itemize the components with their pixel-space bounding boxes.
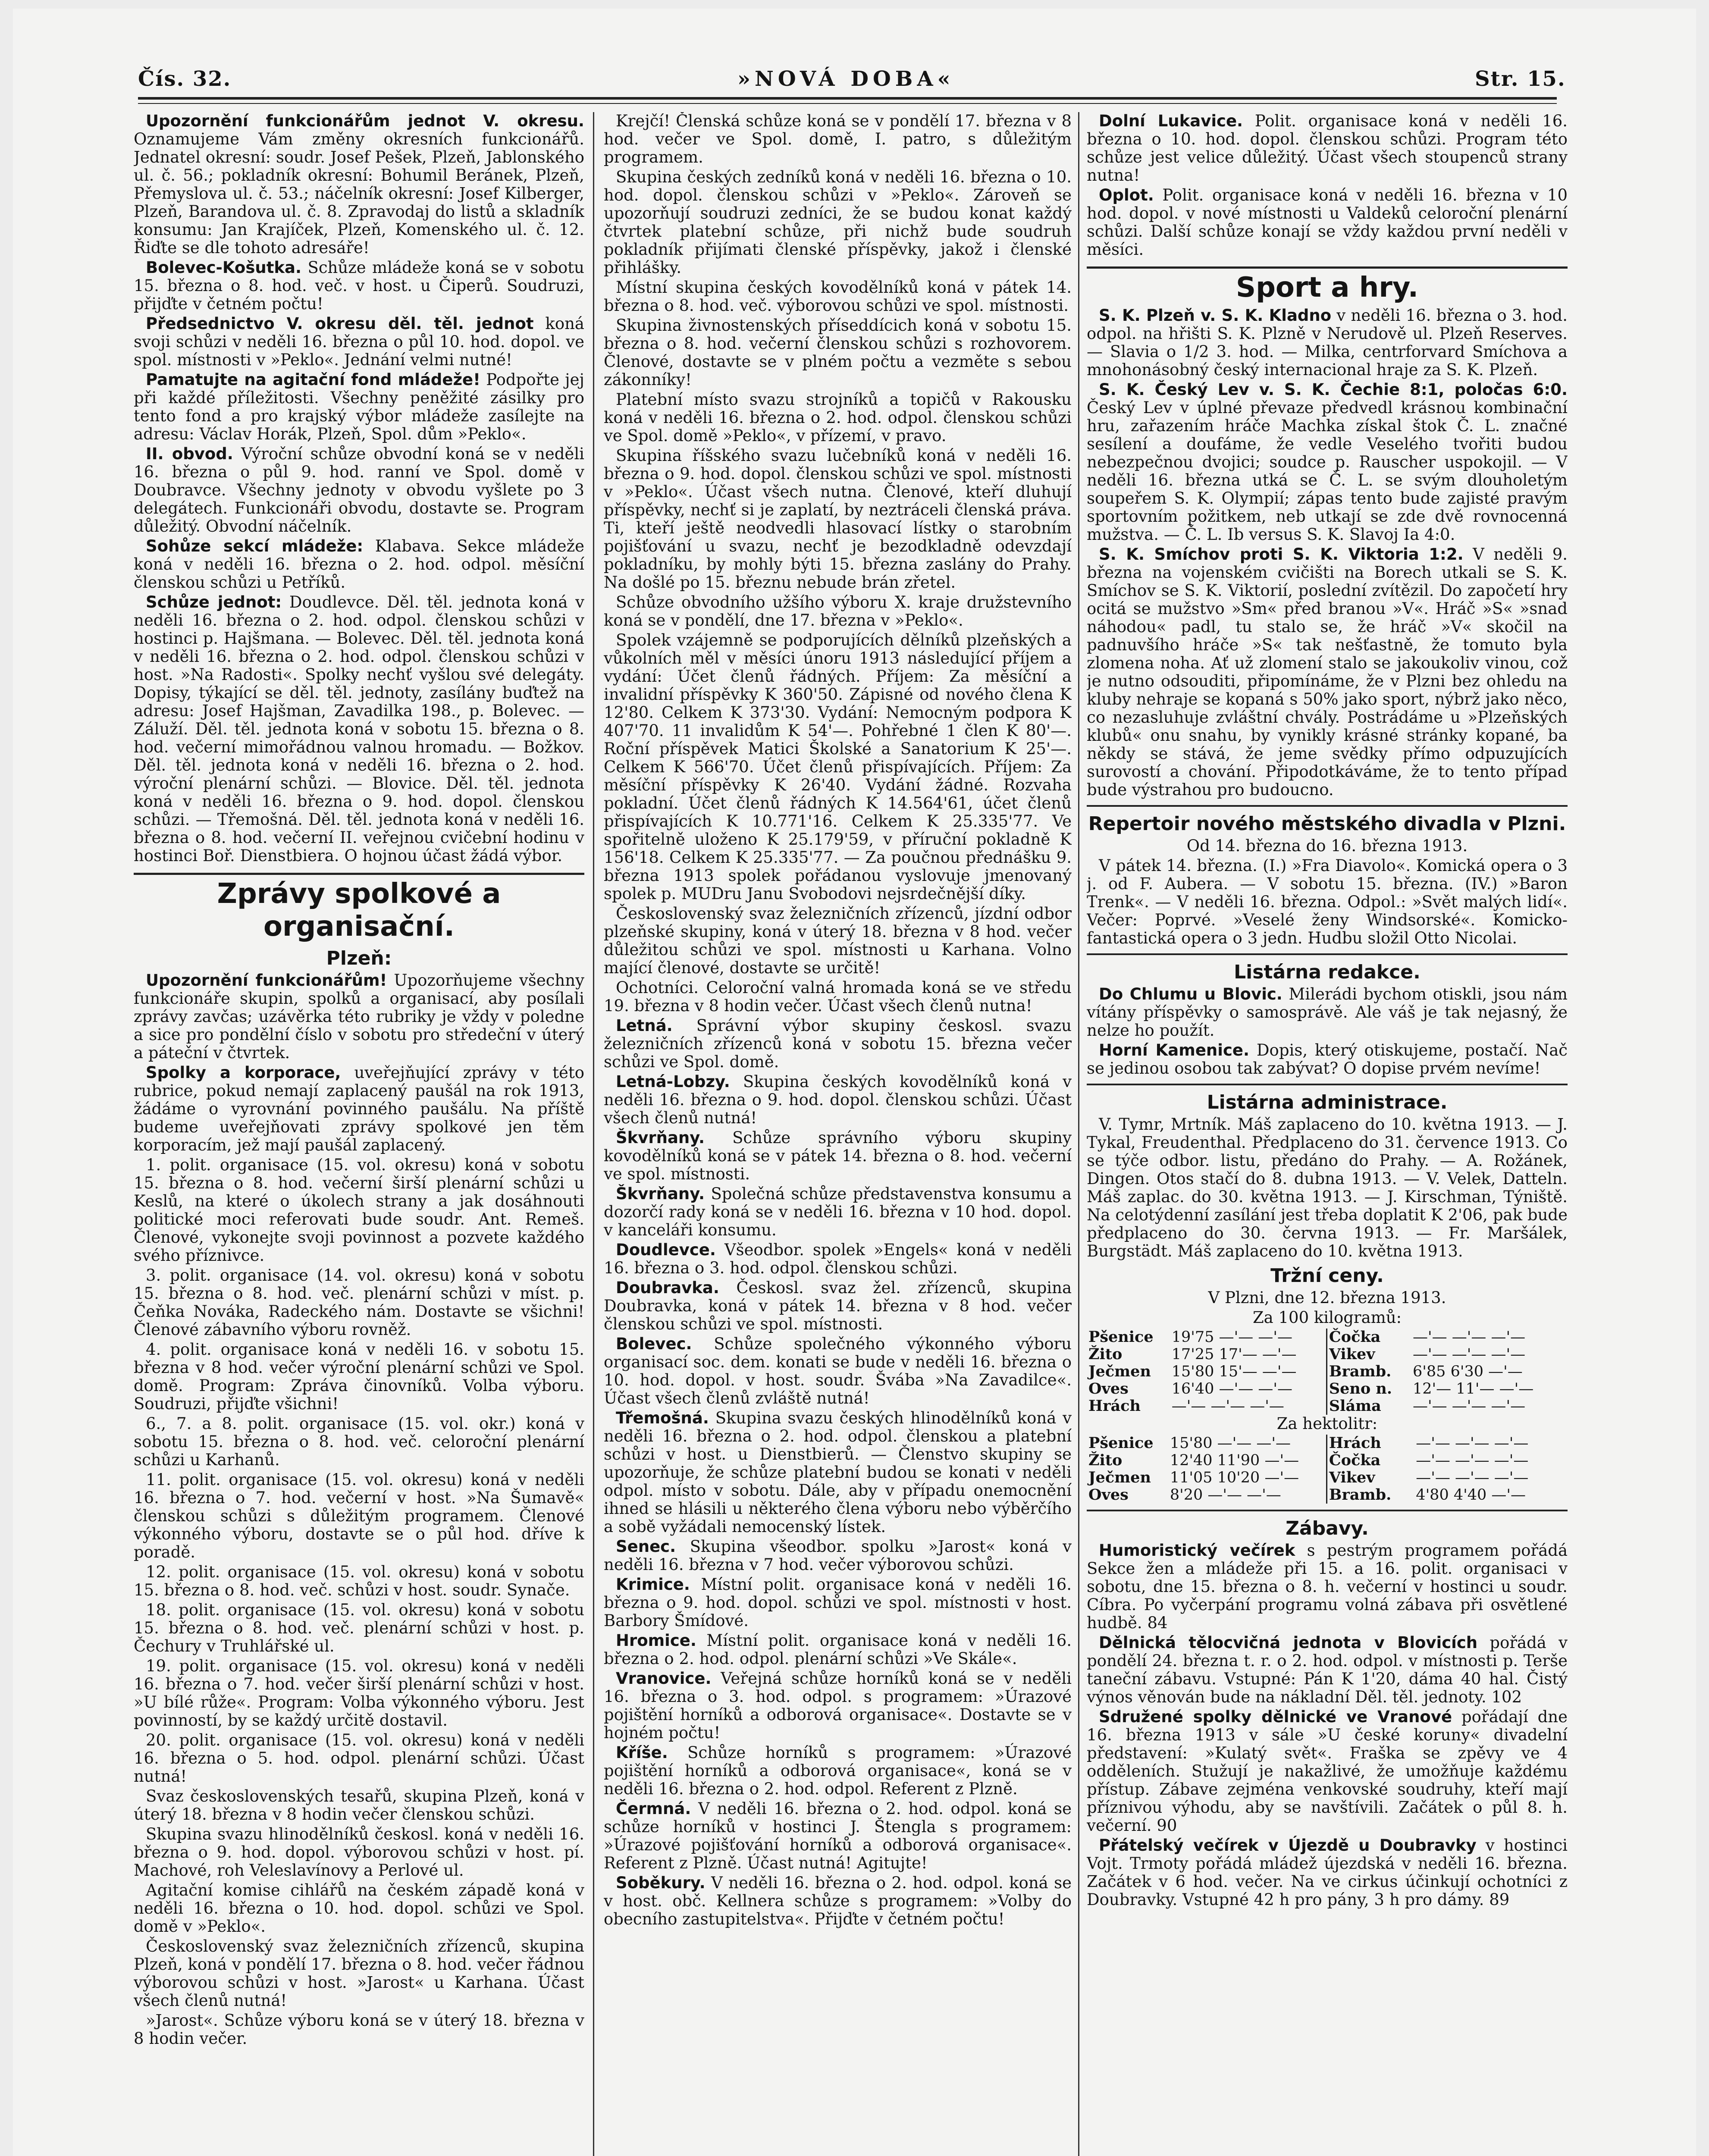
- notice-text: v hostinci Vojt. Trmoty pořádá mládež újezdská v neděli 16. března. Začátek v 6 hod. večer. Na ve cirkus účinkují ochotníci z Doubravky. Vstupné 42 h pro pány, 3 h pro dámy. 89: [1087, 1836, 1568, 1909]
- notice-paragraph: [134, 259, 584, 313]
- notice-paragraph: [1087, 307, 1568, 379]
- notice-text: 3. polit. organisace (14. vol. okresu) koná v sobotu 15. března o 8. hod. več. plenární schůzi v míst. p. Čeňka Nováka, Radeckého nám. Dostavte se všichni! Členové zábavního výboru rovněž.: [134, 1266, 584, 1339]
- notice-text: koná svoji schůzi v neděli 16. března o půl 10. hod. dopol. ve spol. místnosti v »Peklo«. Jednání velmi nutné!: [134, 314, 584, 369]
- page-number: Str. 15.: [1475, 67, 1566, 91]
- notice-paragraph: [604, 979, 1072, 1015]
- notice-paragraph: [134, 593, 584, 865]
- notice-lead: Sdružené spolky dělnické ve Vranové: [1099, 1708, 1452, 1726]
- notice-text: Místní polit. organisace koná v neděli 16. března o 2. hod. odpol. plenární schůzi »Ve Skále«.: [604, 1631, 1072, 1668]
- notice-text: pořádají dne 16. března 1913 v sále »U české koruny« divadelní představení: »Kulatý svět«. Fraška se zpěvy ve 4 odděleních. Stužují je nakažlivé, že umožňuje každému přístup. Zábave zejména venkovské soudruhy, kteří mají příznivou výhodu, aby se navštívili. Začátek o půl 8. h. večerní. 90: [1087, 1708, 1568, 1835]
- column-divider: [593, 112, 594, 2156]
- notice-paragraph: [134, 445, 584, 536]
- notice-text: Společná schůze představenstva konsumu a dozorčí rady koná se v neděli 16. března v 10 hod. dopol. v kanceláři konsumu.: [604, 1185, 1072, 1239]
- subsection-title-plzen: Plzeň:: [326, 947, 392, 969]
- notice-lead: Senec.: [616, 1537, 676, 1556]
- column-divider: [1078, 112, 1079, 2156]
- notice-paragraph: [134, 1657, 584, 1730]
- notice-paragraph: [1087, 112, 1568, 185]
- commodity-price: 4'80 4'40 —'—: [1416, 1486, 1526, 1504]
- prices-unit-hl: Za hektolitr:: [1276, 1414, 1378, 1433]
- notice-lead: Škvrňany.: [616, 1185, 705, 1203]
- price-row: [1087, 1346, 1326, 1363]
- commodity-name: Oves: [1088, 1486, 1129, 1504]
- commodity-price: —'— —'— —'—: [1413, 1329, 1526, 1346]
- notice-text: Místní skupina českých kovodělníků koná v pátek 14. března o 8. hod. več. výborovou schůzi ve spol. místnosti.: [604, 278, 1072, 315]
- notice-text: Milerádi bychom otiskli, jsou nám vítány příspěvky o samosprávě. Ale váš je tak nejasný, že nelze ho použít.: [1087, 985, 1568, 1040]
- price-table-right: [1327, 1435, 1568, 1504]
- notice-paragraph: [604, 1241, 1072, 1277]
- notice-text: 20. polit. organisace (15. vol. okresu) koná v neděli 16. března o 5. hod. odpol. plenární schůzi. Účast nutná!: [134, 1731, 584, 1786]
- notice-text: Polit. organisace koná v neděli 16. března o 10. hod. dopol. členskou schůzi. Program této schůze jest velice důležitý. Účast všech stoupenců strany nutna!: [1087, 112, 1568, 185]
- notice-paragraph: [604, 1744, 1072, 1798]
- notice-text: Oznamujeme Vám změny okresních funkcionářů. Jednatel okresní: soudr. Josef Pešek, Plzeň, Jablonského ul. č. 56.; pokladník okresní: Bohumil Beránek, Plzeň, Přemyslova ul. č. 53.; náčelník okresní: Josef Kilberger, Plzeň, Barandova ul. č. 8. Zpravodaj do listů a skladník konsumu: Jan Krajíček, Plzeň, Komenského ul. č. 12. Řiďte se dle tohoto adresáře!: [134, 130, 584, 257]
- section-title-listarna-redakce: Listárna redakce.: [1234, 961, 1421, 983]
- notice-text: 1. polit. organisace (15. vol. okresu) koná v sobotu 15. března o 8. hod. večerní širší plenární schůzi u Keslů, na které o úkolech strany a jak dosáhnouti politické moci referovati bude soudr. Ant. Remeš. Členové, vykonejte svoji povinnost a pozvete každého svého příznivce.: [134, 1156, 584, 1265]
- commodity-name: Sláma: [1329, 1397, 1381, 1415]
- notice-lead: Škvrňany.: [616, 1128, 705, 1147]
- notice-paragraph: [134, 371, 584, 443]
- price-row: [1087, 1398, 1326, 1415]
- notice-text: uveřejňující zprávy v této rubrice, pokud nemají zaplacený paušál na rok 1913, žádáme o vyrovnání povinného paušálu. Na příště budeme uveřejňovati zprávy spolkové jen těm korporacím, jež mají paušál zaplacený.: [134, 1063, 584, 1154]
- divider: [1087, 1510, 1568, 1511]
- price-row: [1087, 1435, 1326, 1452]
- notice-text: V neděli 16. března o 2. hod. odpol. koná se v host. obč. Kellnera schůze s programem: »Volby do obecního zastupitelstva«. Přijďte v četném počtu!: [604, 1874, 1072, 1928]
- commodity-price: 12'40 11'90 —'—: [1170, 1452, 1299, 1469]
- notice-text: Schůze mládeže koná se v sobotu 15. března o 8. hod. več. v host. u Čiperů. Soudruzi, přijďte v četném počtu!: [134, 258, 584, 313]
- commodity-name: Bramb.: [1329, 1363, 1392, 1380]
- notice-paragraph: [1087, 1041, 1568, 1078]
- notice-text: Československý svaz železničních zřízenců, jízdní odbor plzeňské skupiny, koná v úterý 18. března v 8 hod. večer důležitou schůzi ve spol. místnosti u Karhana. Volno mající členové, dostavte se určitě!: [604, 904, 1072, 977]
- commodity-price: —'— —'— —'—: [1416, 1469, 1529, 1486]
- notice-text: Agitační komise cihlářů na českém západě koná v neděli 16. března o 10. hod. dopol. schůzi ve Spol. domě v »Peklo«.: [134, 1881, 584, 1936]
- column-1: [134, 112, 584, 2156]
- commodity-price: 16'40 —'— —'—: [1171, 1380, 1292, 1398]
- section-title-listarna-administrace: Listárna administrace.: [1207, 1091, 1448, 1113]
- notice-lead: Schůze jednot:: [146, 593, 282, 611]
- commodity-price: 15'80 —'— —'—: [1170, 1435, 1291, 1452]
- notice-text: Všeodbor. spolek »Engels« koná v neděli 16. března o 3. hod. odpol. členskou schůzi.: [604, 1241, 1072, 1277]
- notice-text: Výroční schůze obvodní koná se v neděli 16. března o půl 9. hod. ranní ve Spol. domě v Doubravce. Všechny jednoty v obvodu vyšlete po 3 delegátech. Funkcionáři obvodu, dostavte se. Program důležitý. Obvodní náčelník.: [134, 445, 584, 536]
- notice-text: Spolek vzájemně se podporujících dělníků plzeňských a vůkolních měl v měsíci únoru 1913 následující příjem a vydání: Účet členů řádných. Příjem: Za měsíční a invalidní příspěvky K 360'50. Zápisné od nového člena K 12'80. Celkem K 373'30. Vydání: Nemocným podpora K 407'70. 11 invalidům K 54'—. Pohřebné 1 člen K 80'—. Roční příspěvek Matici Školské a Sanatorium K 25'—. Celkem K 566'70. Účet členů přispívajících. Příjem: Za měsíční příspěvky K 26'40. Vydání žádné. Rozvaha pokladní. Účet členů řádných K 14.564'61, účet členů přispívajících K 10.771'16. Celkem K 25.335'77. Ve spořitelně uloženo K 25.179'59, v příruční pokladně K 156'18. Celkem K 25.335'77. — Za poučnou přednášku 9. března 1913 spolek pořádanou vyslovuje jmenovaný spolek p. MUDru Janu Svobodovi nejsrdečnější díky.: [604, 631, 1072, 903]
- price-row: [1087, 1363, 1326, 1380]
- section-title-market-prices: Tržní ceny.: [1270, 1265, 1384, 1287]
- commodity-price: 12'— 11'— —'—: [1413, 1380, 1534, 1398]
- notice-paragraph: [604, 391, 1072, 445]
- notice-paragraph: [1087, 381, 1568, 544]
- commodity-price: —'— —'— —'—: [1413, 1346, 1526, 1363]
- notice-paragraph: [134, 1563, 584, 1599]
- notice-paragraph: [604, 279, 1072, 315]
- notice-lead: Předsednictvo V. okresu děl. těl. jednot: [146, 314, 534, 333]
- divider: [1087, 953, 1568, 955]
- commodity-name: Pšenice: [1088, 1328, 1154, 1346]
- notice-text: 12. polit. organisace (15. vol. okresu) koná v sobotu 15. března o 8. hod. več. schůzi v host. soudr. Synače.: [134, 1563, 584, 1599]
- notice-lead: Vranovice.: [616, 1669, 712, 1688]
- notice-text: 4. polit. organisace koná v neděli 16. v sobotu 15. března v 8 hod. večer výroční plenární schůzi ve Spol. domě. Program: Zpráva činovníků. Volba výboru. Soudruzi, přijďte všichni!: [134, 1340, 584, 1413]
- theater-dates: Od 14. března do 16. března 1913.: [1186, 837, 1468, 855]
- notice-paragraph: [604, 112, 1072, 166]
- notice-text: Českosl. svaz žel. zřízenců, skupina Doubravka, koná v pátek 14. března v 8 hod. večer členskou schůzi ve spol. místnosti.: [604, 1279, 1072, 1333]
- notice-lead: Humoristický večírek: [1099, 1541, 1295, 1560]
- col2-notices: [604, 112, 1072, 1928]
- notice-paragraph: [1087, 985, 1568, 1040]
- commodity-price: 19'75 —'— —'—: [1171, 1329, 1292, 1346]
- notice-text: 18. polit. organisace (15. vol. okresu) koná v sobotu 15. března o 8. hod. več. plenární schůzi v host. p. Čechury v Truhlářské ul.: [134, 1601, 584, 1655]
- commodity-price: 8'20 —'— —'—: [1170, 1486, 1281, 1504]
- notice-paragraph: [134, 1156, 584, 1265]
- notice-paragraph: [604, 1538, 1072, 1574]
- price-table-left: [1087, 1329, 1327, 1415]
- notice-text: Skupina svazu českých hlinodělníků koná v neděli 16. března o 2. hod. odpol. členskou a platební schůzi v host. u Dienstbierů. — Členstvo skupiny se upozorňuje, že schůze platební budou se konati v neděli odpol. místo v sobotu. Dále, aby v případu onemocnění ihned se hlásili u některého člena výboru nebo výběrčího a sobě vyžádali nemocenský lístek.: [604, 1409, 1072, 1536]
- notice-lead: S. K. Plzeň v. S. K. Kladno: [1099, 306, 1332, 325]
- notice-paragraph: [134, 2012, 584, 2048]
- commodity-name: Žito: [1088, 1345, 1123, 1363]
- notice-lead: Spolky a korporace,: [146, 1063, 341, 1082]
- column-3: [1087, 112, 1568, 2156]
- notice-paragraph: [134, 1341, 584, 1413]
- notice-paragraph: [1087, 1836, 1568, 1909]
- price-row: [1087, 1452, 1326, 1469]
- notice-lead: II. obvod.: [146, 445, 233, 463]
- col3-top-notices: [1087, 112, 1568, 259]
- commodity-price: —'— —'— —'—: [1171, 1398, 1284, 1415]
- prices-date: V Plzni, dne 12. března 1913.: [1208, 1288, 1446, 1307]
- notice-paragraph: [604, 317, 1072, 389]
- col1-notices: [134, 971, 584, 2048]
- notice-text: v neděli 16. března o 3. hod. odpol. na hřišti S. K. Plzně v Nerudově ul. Plzeň Reserves. — Slavia o 1/2 3. hod. — Milka, centrforvard Smíchova a mnohonásobný český internacional hraje za S. K. Plzeň.: [1087, 306, 1568, 379]
- notice-text: Ochotníci. Celoroční valná hromada koná se ve středu 19. března v 8 hodin večer. Účast všech členů nutna!: [604, 978, 1072, 1015]
- divider: [1087, 1084, 1568, 1085]
- notice-text: Schůze společného výkonného výboru organisací soc. dem. konati se bude v neděli 16. března o 10. hod. dopol. v host. soudr. Švába »Na Zavadilce«. Účast všech členů zvláště nutná!: [604, 1335, 1072, 1407]
- commodity-name: Vikev: [1329, 1345, 1375, 1363]
- notice-text: pořádá v pondělí 24. března t. r. o 2. hod. odpol. v místnosti p. Terše taneční zábavu. Vstupné: Pán K 1'20, dáma 40 hal. Čistý výnos věnován bude na nákladní Děl. těl. jednoty. 102: [1087, 1633, 1568, 1706]
- notice-lead: Bolevec.: [616, 1335, 692, 1353]
- notice-text: Veřejná schůze horníků koná se v neděli 16. března o 3. hod. odpol. s programem: »Úrazové pojištění horníků a odborová organisace«. Dostavte se v hojném počtu!: [604, 1669, 1072, 1742]
- notice-lead: S. K. Český Lev v. S. K. Čechie 8:1, poločas 6:0.: [1099, 380, 1568, 399]
- notice-text: Dopis, který otiskujeme, postačí. Nač se jedinou osobou tak zabývat? O dopise prvém nevíme!: [1087, 1041, 1568, 1078]
- notice-text: »Jarost«. Schůze výboru koná se v úterý 18. března v 8 hodin večer.: [134, 2011, 584, 2048]
- notice-paragraph: [134, 1064, 584, 1154]
- notice-paragraph: [134, 1937, 584, 2010]
- price-table-hl: [1087, 1435, 1568, 1504]
- commodity-name: Hrách: [1329, 1434, 1381, 1452]
- notice-text: Podpořte jej při každé příležitosti. Všechny peněžité zásilky pro tento fond a pro krajský výbor mládeže zasílejte na adresu: Václav Horák, Plzeň, Spol. dům »Peklo«.: [134, 370, 584, 443]
- commodity-name: Čočka: [1329, 1328, 1381, 1346]
- notice-lead: Dolní Lukavice.: [1099, 112, 1243, 130]
- notice-text: 19. polit. organisace (15. vol. okresu) koná v neděli 16. března o 7. hod. večer širší plenární schůzi v host. »U bílé růže«. Program: Volba výkonného výboru. Jest povinností, by se každý určitě dostavil.: [134, 1657, 584, 1730]
- commodity-name: Ječmen: [1088, 1363, 1151, 1380]
- commodity-name: Seno n.: [1329, 1380, 1392, 1398]
- notice-text: Doudlevce. Děl. těl. jednota koná v neděli 16. března o 2. hod. odpol. členskou schůzi v hostinci p. Hajšmana. — Bolevec. Děl. těl. jednota koná v neděli 16. března o 2. hod. odpol. členskou schůzi v host. »Na Radosti«. Spolky nechť vyšlou své delegáty. Dopisy, týkající se děl. těl. jednoty, zasílány buďtež na adresu: Josef Hajšman, Zavadilka 198., p. Bolevec. — Záluží. Děl. těl. jednota koná v sobotu 15. března o 8. hod. večerní mimořádnou valnou hromadu. — Božkov. Děl. těl. jednota koná v neděli 16. března o 2. hod. výroční plenární schůzi. — Blovice. Děl. těl. jednota koná v neděli 16. března o 9. hod. dopol. členskou schůzi. — Třemošná. Děl. těl. jednota koná v neděli 16. března o 8. hod. večerní II. veřejnou cvičební hodinu v hostinci Boř. Dienstbiera. O hojnou účast žádá výbor.: [134, 593, 584, 865]
- notice-paragraph: [604, 1185, 1072, 1239]
- notice-lead: S. K. Smíchov proti S. K. Viktoria 1:2.: [1099, 545, 1464, 564]
- notice-paragraph: [604, 1279, 1072, 1333]
- notice-paragraph: [604, 1129, 1072, 1183]
- notice-text: Správní výbor skupiny českosl. svazu železničních zřízenců koná v sobotu 15. března večer schůzi ve Spol. domě.: [604, 1016, 1072, 1071]
- listarna-notices: [1087, 985, 1568, 1078]
- header-rule: [138, 97, 1557, 100]
- notice-lead: Hromice.: [616, 1631, 696, 1650]
- notice-lead: Doubravka.: [616, 1279, 719, 1297]
- notice-paragraph: [1087, 1708, 1568, 1835]
- notice-lead: Horní Kamenice.: [1099, 1041, 1250, 1059]
- notice-text: Skupina živnostenských příseddícich koná v sobotu 15. března o 8. hod. večerní členskou schůzi s rozhovorem. Členové, dostavte se v plném počtu a vezměte s sebou zákonníky!: [604, 316, 1072, 389]
- notice-paragraph: [604, 905, 1072, 977]
- newspaper-page: [13, 9, 1696, 2156]
- issue-number: Čís. 32.: [138, 67, 232, 91]
- notice-paragraph: [604, 1800, 1072, 1872]
- price-row: [1327, 1380, 1568, 1398]
- notice-text: s pestrým programem pořádá Sekce žen a mládeže při 15. a 16. polit. organisaci v sobotu, dne 15. března o 8. h. večerní v hostinci u soudr. Cíbra. Po vyčerpání programu volná zábava při osvětlené hudbě. 84: [1087, 1541, 1568, 1632]
- commodity-price: 17'25 17'— —'—: [1171, 1346, 1297, 1363]
- notice-paragraph: [134, 315, 584, 369]
- notice-paragraph: [1087, 1542, 1568, 1632]
- notice-paragraph: [604, 593, 1072, 630]
- commodity-price: 11'05 10'20 —'—: [1170, 1469, 1299, 1486]
- notice-text: V neděli 9. března na vojenském cvičišti na Borech utkali se S. K. Smíchov se S. K. Viktorií, poslední zvítězil. Do započetí hry ocitá se mužstvo »Sm« před branou »V«. Hráč »S« »snad náhodou« padl, tu stalo se, že hráč »V« skočil na padnuvšího hráče »S« tak nešťastně, že tomuto byla zlomena noha. Ať už zlomení stalo se jakoukoliv vinou, což je nutno odsouditi, připomínáme, že v Plzni bez ohledu na kluby nehraje se kopaná s 50% jako sport, nýbrž jako něco, co nezasluhuje zvláštní chvály. Postrádáme u »Plzeňských klubů« onu snahu, by vynikly krásné stránky kopané, ba někdy se stává, že jeme svědky přímo odpuzujících surovostí a chování. Připodotkáváme, že to tento případ bude výstrahou pro budoucno.: [1087, 545, 1568, 799]
- notice-text: Místní polit. organisace koná v neděli 16. března o 9. hod. dopol. schůzi ve spol. místnosti v host. Barbory Šmídové.: [604, 1575, 1072, 1630]
- notice-text: Československý svaz železničních zřízenců, skupina Plzeň, koná v pondělí 17. března o 8. hod. večer řádnou výborovou schůzi v host. »Jarost« u Karhana. Účast všech členů nutná!: [134, 1937, 584, 2010]
- notice-paragraph: [604, 168, 1072, 277]
- price-row: [1327, 1469, 1568, 1486]
- price-row: [1087, 1469, 1326, 1486]
- price-table-left: [1087, 1435, 1327, 1504]
- notice-text: Platební místo svazu strojníků a topičů v Rakousku koná v neděli 16. března o 2. hod. odpol. členskou schůzi ve Spol. domě »Peklo«, v přízemí, v pravo.: [604, 390, 1072, 445]
- commodity-price: 6'85 6'30 —'—: [1413, 1363, 1523, 1380]
- notice-paragraph: [134, 971, 584, 1062]
- notice-lead: Pamatujte na agitační fond mládeže!: [146, 370, 481, 389]
- price-row: [1327, 1329, 1568, 1346]
- commodity-price: —'— —'— —'—: [1413, 1398, 1526, 1415]
- notice-text: Český Lev v úplné převaze předvedl krásnou kombinační hru, zařazením hráče Machka získal štok Č. L. značné sesílení a doufáme, že vedle Veselého tvořiti budou nebezpečnou dvojici; soudce p. Rauscher uspokojil. — V neděli 16. března utká se Č. L. se svým dlouholetým soupeřem S. K. Olympií; zápas tento bude zajisté pravým sportovním požitkem, neb utkají se zde dvě rovnocenná mužstva. — Č. L. Ib versus S. K. Slavoj Ia 4:0.: [1087, 398, 1568, 544]
- price-row: [1327, 1398, 1568, 1415]
- notice-paragraph: [134, 1415, 584, 1469]
- notice-lead: Letná.: [616, 1016, 673, 1035]
- notice-text: 6., 7. a 8. polit. organisace (15. vol. okr.) koná v sobotu 15. března o 8. hod. več. celoroční plenární schůzi u Karhanů.: [134, 1414, 584, 1469]
- section-title-spolkove: Zprávy spolkové a organisační.: [134, 873, 584, 943]
- notice-text: Klabava. Sekce mládeže koná v neděli 16. března o 2. hod. odpol. měsíční členskou schůzi u Petříků.: [134, 537, 584, 592]
- price-row: [1327, 1435, 1568, 1452]
- notice-paragraph: [134, 1266, 584, 1339]
- notice-paragraph: [604, 447, 1072, 592]
- notice-paragraph: [134, 537, 584, 592]
- notice-paragraph: [1087, 545, 1568, 799]
- commodity-price: —'— —'— —'—: [1416, 1452, 1529, 1469]
- notice-paragraph: [134, 1731, 584, 1786]
- notice-text: Schůze horníků s programem: »Úrazové pojištění horníků a odborová organisace«, koná se v neděli 16. března o 2. hod. odpol. Referent z Plzně.: [604, 1743, 1072, 1798]
- notice-lead: Oplot.: [1099, 186, 1154, 204]
- notice-paragraph: [1087, 1634, 1568, 1706]
- notice-text: Skupina všeodbor. spolku »Jarost« koná v neděli 16. března v 7 hod. večer výborovou schůzi.: [604, 1537, 1072, 1574]
- notice-paragraph: [134, 1881, 584, 1936]
- commodity-name: Oves: [1088, 1380, 1129, 1398]
- section-title-theater: Repertoir nového městského divadla v Plzni.: [1088, 813, 1566, 835]
- commodity-name: Hrách: [1088, 1397, 1141, 1415]
- commodity-name: Bramb.: [1329, 1486, 1392, 1504]
- section-title-sport: Sport a hry.: [1087, 266, 1568, 304]
- notice-paragraph: [604, 631, 1072, 903]
- notice-text: Svaz československých tesařů, skupina Plzeň, koná v úterý 18. března v 8 hodin večer členskou schůzi.: [134, 1787, 584, 1824]
- price-row: [1327, 1486, 1568, 1504]
- header-rule-thin: [138, 103, 1557, 104]
- notice-paragraph: [604, 1335, 1072, 1407]
- notice-paragraph: [134, 1601, 584, 1655]
- commodity-price: —'— —'— —'—: [1416, 1435, 1529, 1452]
- notice-text: Skupina českých zedníků koná v neděli 16. března o 10. hod. dopol. členskou schůzi v »Peklo«. Zároveň se upozorňují soudruzi zedníci, že se budou konat každý čtvrtek platební schůze, při nichž bude soudruh pokladník přijímati členské příspěvky, jakož i členské přihlášky.: [604, 168, 1072, 277]
- commodity-name: Pšenice: [1088, 1434, 1154, 1452]
- notice-paragraph: [134, 1471, 584, 1561]
- notice-text: V neděli 16. března o 2. hod. odpol. koná se schůze horníků v hostinci J. Štengla s programem: »Úrazové pojišťování horníků a odborová organisace«. Referent z Plzně. Účast nutná! Agitujte!: [604, 1799, 1072, 1872]
- notice-lead: Kříše.: [616, 1743, 668, 1762]
- notice-paragraph: [604, 1576, 1072, 1630]
- notice-paragraph: [604, 1409, 1072, 1536]
- notice-lead: Čermná.: [616, 1799, 691, 1818]
- notice-lead: Přátelský večírek v Újezdě u Doubravky: [1099, 1836, 1477, 1855]
- notice-lead: Doudlevce.: [616, 1241, 716, 1259]
- prices-unit-kg: Za 100 kilogramů:: [1252, 1308, 1402, 1327]
- notice-lead: Sohůze sekcí mládeže:: [146, 537, 364, 555]
- masthead: »NOVÁ DOBA«: [737, 67, 955, 91]
- notice-text: Krejčí! Členská schůze koná se v pondělí 17. března v 8 hod. večer ve Spol. domě, I. patro, s důležitým programem.: [604, 112, 1072, 166]
- notice-text: Skupina svazu hlinodělníků českosl. koná v neděli 16. března o 9. hod. dopol. výborovou schůzi v host. pí. Machové, roh Veleslavínovy a Perlové ul.: [134, 1825, 584, 1880]
- commodity-name: Žito: [1088, 1451, 1123, 1469]
- price-row: [1327, 1363, 1568, 1380]
- notice-lead: Dělnická tělocvičná jednota v Blovicích: [1099, 1633, 1478, 1652]
- notice-paragraph: [1087, 186, 1568, 259]
- price-table-kg: [1087, 1329, 1568, 1415]
- price-row: [1087, 1486, 1326, 1504]
- notice-lead: Upozornění funkcionářům!: [146, 971, 387, 990]
- notice-text: Polit. organisace koná v neděli 16. března v 10 hod. dopol. v nové místnosti u Valdeků celoroční plenární schůzi. Další schůze konají se vždy každou první neděli v měsíci.: [1087, 186, 1568, 259]
- notice-paragraph: [604, 1874, 1072, 1928]
- notice-lead: Krimice.: [616, 1575, 690, 1594]
- col1-top-notices: [134, 112, 584, 865]
- price-row: [1327, 1452, 1568, 1469]
- commodity-name: Vikev: [1329, 1469, 1375, 1486]
- admin-text: V. Tymr, Mrtník. Máš zaplaceno do 10. května 1913. — J. Tykal, Freudenthal. Předplaceno do 31. července 1913. Co se týče odbor. listu, předáno do Prahy. — A. Rožánek, Dingen. Otos stačí do 8. dubna 1913. — V. Velek, Datteln. Máš zaplac. do 30. května 1913. — J. Kirschman, Týniště. Na celotýdenní zasílání jest třeba doplatit K 2'06, pak bude předplaceno do 30. června 1913. — Fr. Maršálek, Burgstädt. Máš zaplaceno do 10. května 1913.: [1087, 1115, 1568, 1260]
- notice-text: Skupina českých kovodělníků koná v neděli 16. března o 9. hod. dopol. členskou schůzi. Účast všech členů nutná!: [604, 1072, 1072, 1127]
- theater-program: V pátek 14. března. (I.) »Fra Diavolo«. Komická opera o 3 j. od F. Aubera. — V sobotu 15. března. (IV.) »Baron Trenk«. — V neděli 16. března. Odpol.: »Svět malých lidí«. Večer: Poprvé. »Veselé ženy Windsorské«. Komicko-fantastická opera o 3 jedn. Hudbu složil Otto Nicolai.: [1087, 856, 1568, 947]
- notice-paragraph: [134, 1787, 584, 1824]
- notice-paragraph: [604, 1632, 1072, 1668]
- notice-lead: Letná-Lobzy.: [616, 1072, 730, 1091]
- price-row: [1327, 1346, 1568, 1363]
- notice-text: Upozorňujeme všechny funkcionáře skupin, spolků a organisací, aby posílali zprávy zavčas; uzávěrka této rubriky je vždy v poledne a sice pro pondělní číslo v sobotu pro středeční v úterý a páteční v čtvrtek.: [134, 971, 584, 1062]
- price-table-right: [1327, 1329, 1568, 1415]
- section-title-zabavy: Zábavy.: [1286, 1517, 1369, 1539]
- price-row: [1087, 1380, 1326, 1398]
- commodity-name: Ječmen: [1088, 1469, 1151, 1486]
- notice-lead: Soběkury.: [616, 1874, 706, 1892]
- zabavy-notices: [1087, 1542, 1568, 1909]
- notice-text: Schůze obvodního užšího výboru X. kraje družstevního koná se v pondělí, dne 17. března v »Peklo«.: [604, 593, 1072, 630]
- notice-paragraph: [604, 1670, 1072, 1742]
- divider: [1087, 805, 1568, 807]
- notice-text: Skupina říšského svazu lučebníků koná v neděli 16. března o 9. hod. dopol. členskou schůzi ve spol. místnosti v »Peklo«. Účast všech nutna. Členové, kteří dluhují příspěvky, nechť si je zaplatí, by neztráceli členská práva. Ti, kteří ještě neodvedli hlasovací lístky o starobním pojišťování u svazu, nechť je bezodkladně odevzdají pokladníku, by mohly býti 15. března zaslány do Prahy. Na došlé po 15. březnu nebude brán zřetel.: [604, 446, 1072, 592]
- sport-notices: [1087, 307, 1568, 799]
- commodity-price: 15'80 15'— —'—: [1171, 1363, 1297, 1380]
- notice-paragraph: [134, 112, 584, 257]
- notice-text: 11. polit. organisace (15. vol. okresu) koná v neděli 16. března o 7. hod. večerní v host. »Na Šumavě« členskou schůzi s důležitým programem. Členové výkonného výboru, dostavte se o půl hod. dříve k poradě.: [134, 1470, 584, 1561]
- notice-lead: Třemošná.: [616, 1409, 709, 1427]
- price-row: [1087, 1329, 1326, 1346]
- notice-paragraph: [134, 1825, 584, 1880]
- notice-paragraph: [604, 1073, 1072, 1127]
- column-2: [604, 112, 1072, 2156]
- notice-lead: Bolevec-Košutka.: [146, 258, 302, 277]
- notice-paragraph: [604, 1017, 1072, 1071]
- notice-text: Schůze správního výboru skupiny kovodělníků koná se v pátek 14. března o 8. hod. večerní ve spol. místnosti.: [604, 1128, 1072, 1183]
- notice-lead: Upozornění funkcionářům jednot V. okresu.: [146, 112, 584, 130]
- commodity-name: Čočka: [1329, 1451, 1381, 1469]
- notice-lead: Do Chlumu u Blovic.: [1099, 985, 1283, 1003]
